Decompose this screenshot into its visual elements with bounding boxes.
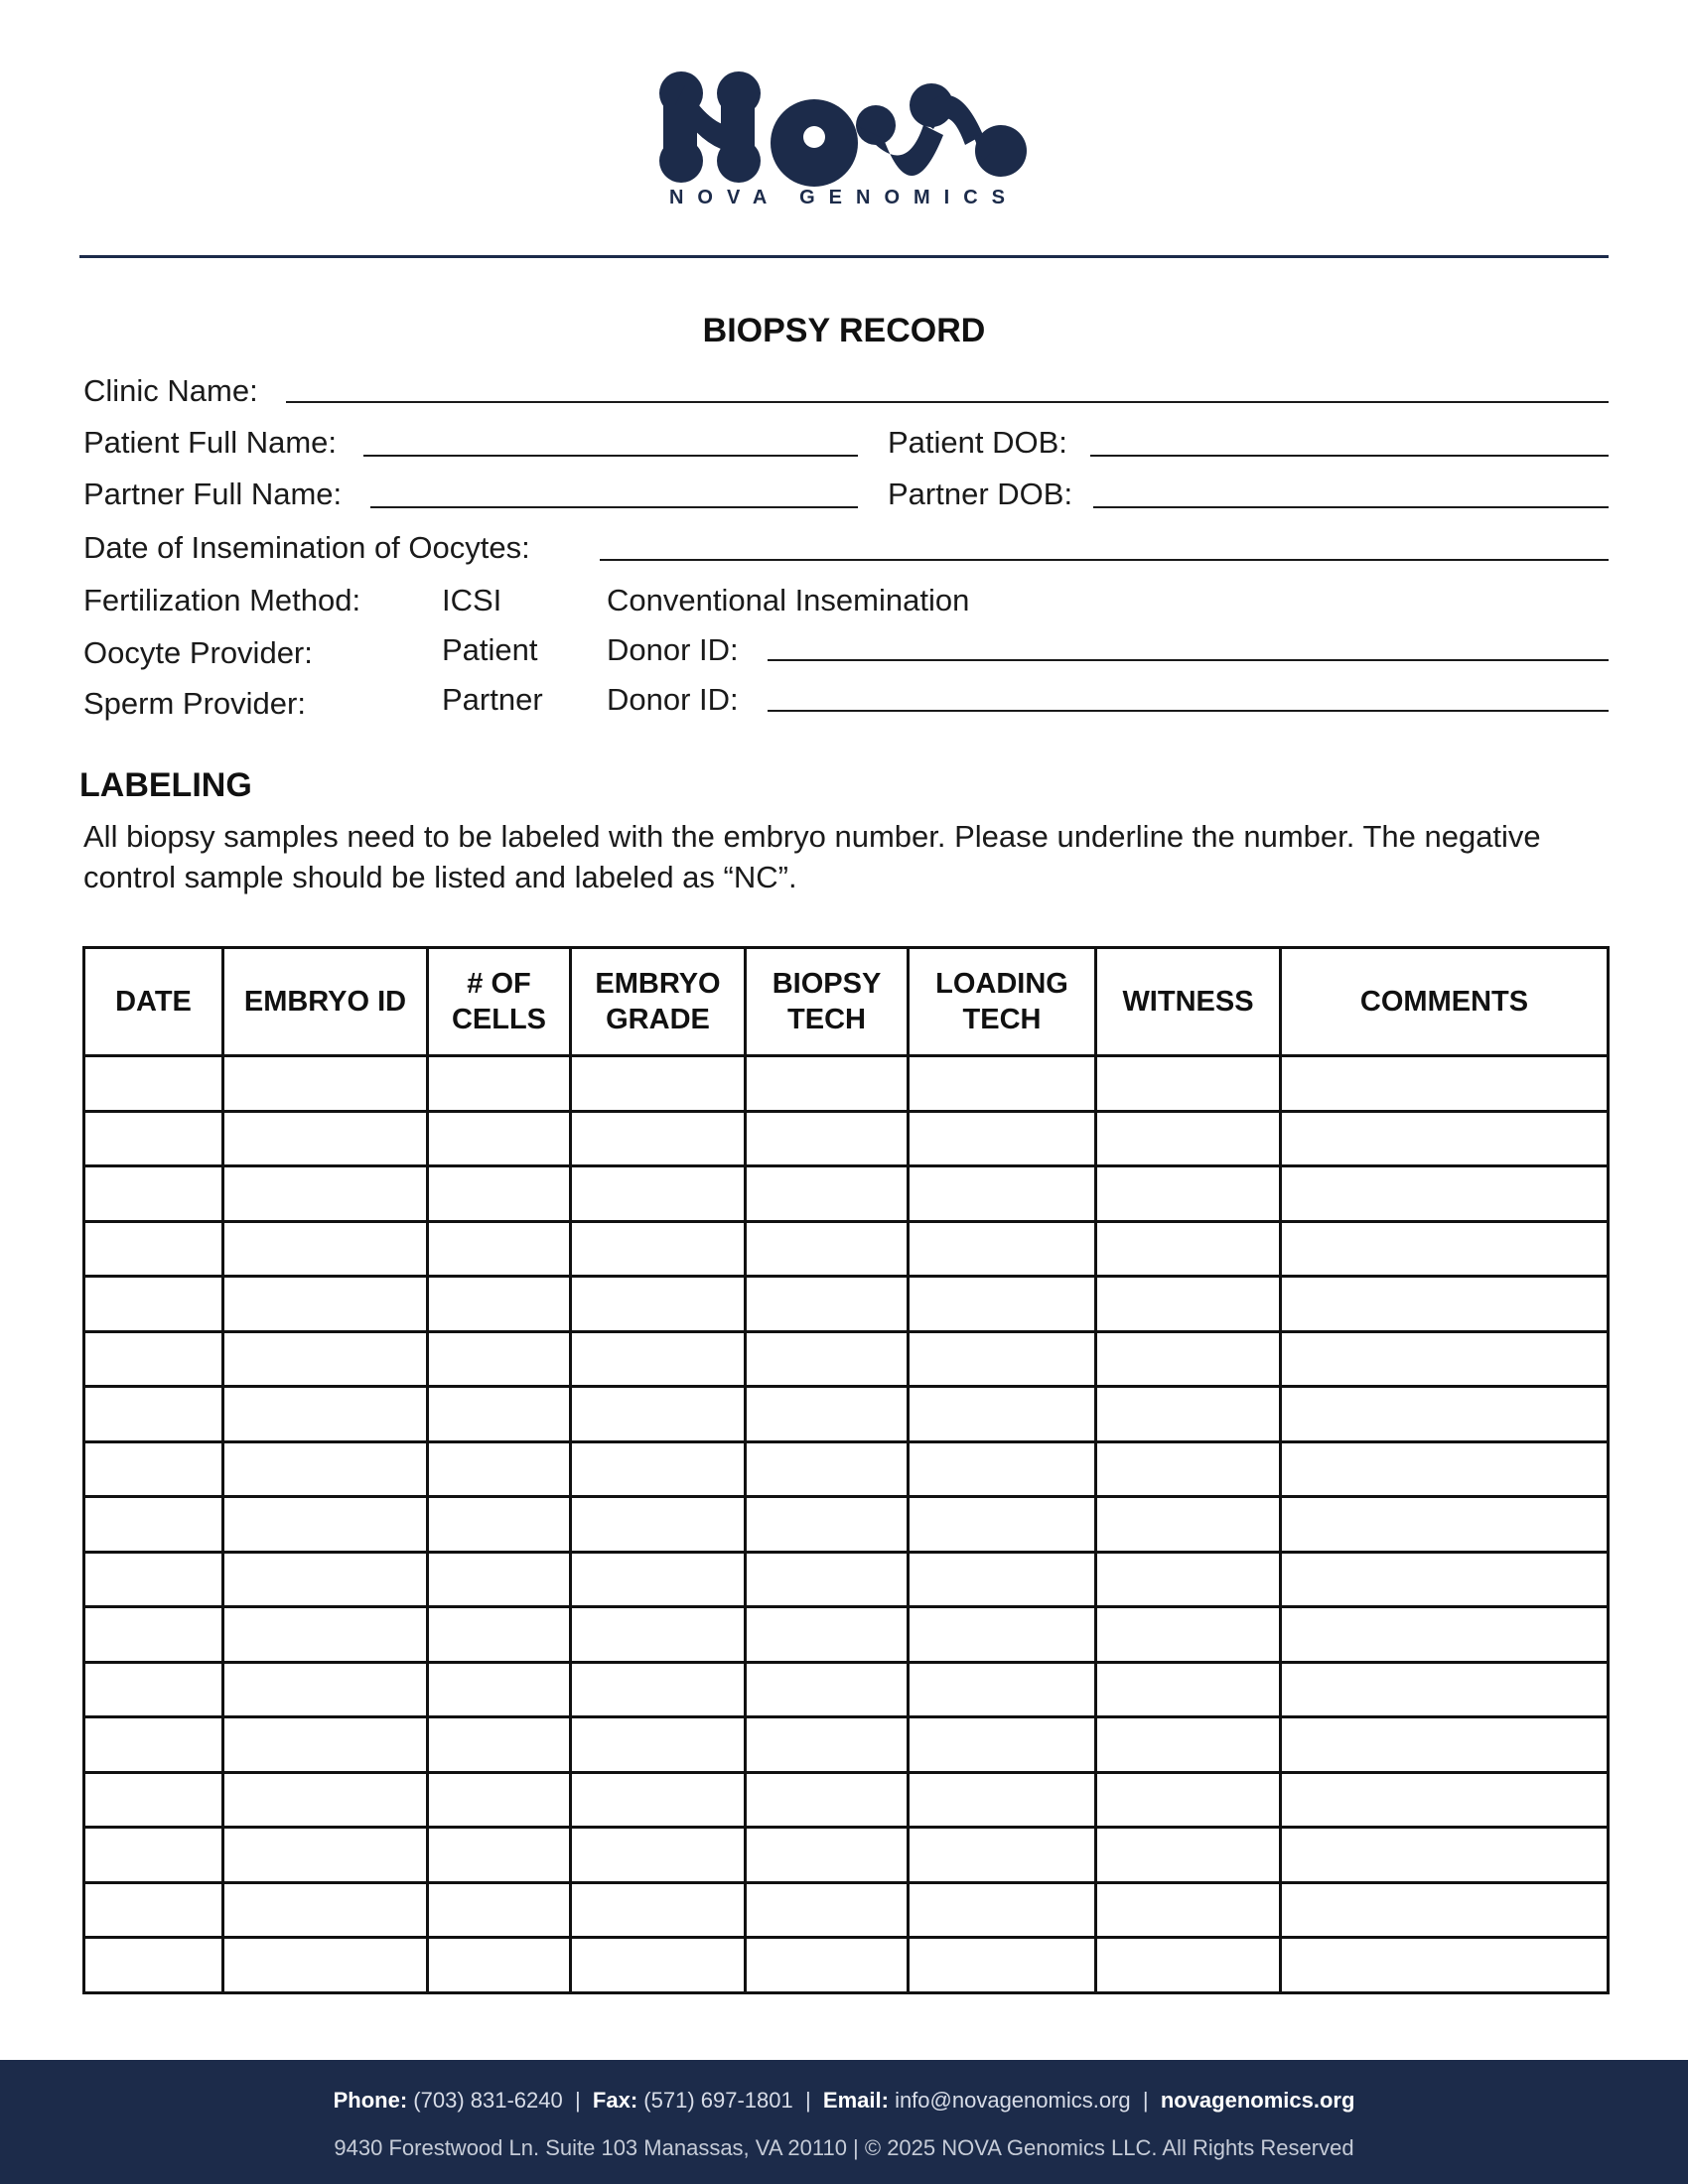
table-cell[interactable] bbox=[428, 1277, 571, 1332]
biopsy-record-table bbox=[82, 946, 1610, 1994]
table-cell[interactable] bbox=[909, 1166, 1096, 1222]
patient-name-field[interactable] bbox=[363, 455, 858, 457]
logo-o-dot bbox=[803, 126, 825, 148]
table-cell[interactable] bbox=[1281, 1331, 1609, 1387]
table-cell[interactable] bbox=[1096, 1441, 1281, 1497]
table-cell[interactable] bbox=[428, 1221, 571, 1277]
table-cell[interactable] bbox=[428, 1552, 571, 1607]
table-body bbox=[84, 1056, 1609, 1993]
table-cell[interactable] bbox=[1281, 1387, 1609, 1442]
table-cell[interactable] bbox=[428, 1717, 571, 1773]
table-cell[interactable] bbox=[1281, 1056, 1609, 1112]
table-cell[interactable] bbox=[571, 1662, 746, 1717]
table-cell[interactable] bbox=[746, 1607, 909, 1663]
footer-email-label: Email: bbox=[822, 2088, 889, 2113]
table-cell[interactable] bbox=[84, 1166, 223, 1222]
partner-name-field[interactable] bbox=[370, 506, 858, 508]
fertilization-option-conventional[interactable]: Conventional Insemination bbox=[607, 583, 970, 617]
table-cell[interactable] bbox=[909, 1387, 1096, 1442]
nova-logo-mark bbox=[655, 66, 1033, 195]
table-cell[interactable] bbox=[223, 1662, 428, 1717]
footer-phone-label: Phone: bbox=[333, 2088, 408, 2113]
partner-dob-label: Partner DOB: bbox=[888, 477, 1073, 511]
footer-email[interactable]: info@novagenomics.org bbox=[895, 2088, 1131, 2113]
table-cell[interactable] bbox=[746, 1552, 909, 1607]
table-cell[interactable] bbox=[909, 1441, 1096, 1497]
table-cell[interactable] bbox=[223, 1331, 428, 1387]
table-cell[interactable] bbox=[428, 1772, 571, 1828]
table-cell[interactable] bbox=[909, 1111, 1096, 1166]
table-cell[interactable] bbox=[428, 1441, 571, 1497]
table-cell[interactable] bbox=[1096, 1828, 1281, 1883]
clinic-name-label: Clinic Name: bbox=[83, 373, 258, 408]
table-cell[interactable] bbox=[1281, 1552, 1609, 1607]
oocyte-provider-label: Oocyte Provider: bbox=[83, 635, 313, 670]
table-row bbox=[84, 1221, 1609, 1277]
table-cell[interactable] bbox=[746, 1938, 909, 1993]
table-cell[interactable] bbox=[1096, 1056, 1281, 1112]
table-cell[interactable] bbox=[571, 1221, 746, 1277]
table-cell[interactable] bbox=[428, 1828, 571, 1883]
table-cell[interactable] bbox=[571, 1938, 746, 1993]
table-cell[interactable] bbox=[571, 1882, 746, 1938]
sperm-provider-option-partner[interactable]: Partner bbox=[442, 682, 543, 717]
table-cell[interactable] bbox=[84, 1111, 223, 1166]
column-header-embryo-grade: EMBRYO GRADE bbox=[571, 948, 746, 1056]
table-cell[interactable] bbox=[746, 1111, 909, 1166]
table-cell[interactable] bbox=[84, 1221, 223, 1277]
table-cell[interactable] bbox=[223, 1166, 428, 1222]
table-cell[interactable] bbox=[1096, 1882, 1281, 1938]
table-cell[interactable] bbox=[223, 1717, 428, 1773]
labeling-heading: LABELING bbox=[79, 766, 252, 804]
insemination-date-field[interactable] bbox=[600, 559, 1609, 561]
table-cell[interactable] bbox=[571, 1772, 746, 1828]
partner-name-label: Partner Full Name: bbox=[83, 477, 343, 511]
column-header-date: DATE bbox=[84, 948, 223, 1056]
oocyte-donor-id-label: Donor ID: bbox=[607, 632, 739, 667]
table-cell[interactable] bbox=[571, 1497, 746, 1553]
table-cell[interactable] bbox=[571, 1552, 746, 1607]
table-cell[interactable] bbox=[223, 1828, 428, 1883]
table-cell[interactable] bbox=[1281, 1662, 1609, 1717]
table-cell[interactable] bbox=[428, 1882, 571, 1938]
table-cell[interactable] bbox=[223, 1607, 428, 1663]
table-cell[interactable] bbox=[84, 1772, 223, 1828]
table-cell[interactable] bbox=[1096, 1111, 1281, 1166]
table-cell[interactable] bbox=[909, 1828, 1096, 1883]
table-cell[interactable] bbox=[571, 1387, 746, 1442]
table-row bbox=[84, 1662, 1609, 1717]
table-cell[interactable] bbox=[1096, 1607, 1281, 1663]
column-header-comments: COMMENTS bbox=[1281, 948, 1609, 1056]
table-cell[interactable] bbox=[746, 1221, 909, 1277]
sperm-donor-id-field[interactable] bbox=[768, 710, 1609, 712]
table-cell[interactable] bbox=[571, 1717, 746, 1773]
table-row bbox=[84, 1772, 1609, 1828]
table-cell[interactable] bbox=[428, 1111, 571, 1166]
table-cell[interactable] bbox=[1096, 1331, 1281, 1387]
column-header-embryo-id: EMBRYO ID bbox=[223, 948, 428, 1056]
table-cell[interactable] bbox=[223, 1772, 428, 1828]
table-cell[interactable] bbox=[909, 1938, 1096, 1993]
table-cell[interactable] bbox=[1096, 1552, 1281, 1607]
footer-address: 9430 Forestwood Ln. Suite 103 Manassas, VA 20110 | © 2025 NOVA Genomics LLC. All Rights Reserved bbox=[334, 2135, 1354, 2160]
table-cell[interactable] bbox=[1281, 1497, 1609, 1553]
table-cell[interactable] bbox=[746, 1828, 909, 1883]
table-cell[interactable] bbox=[909, 1772, 1096, 1828]
clinic-name-field[interactable] bbox=[286, 401, 1609, 403]
table-row bbox=[84, 1717, 1609, 1773]
table-cell[interactable] bbox=[746, 1166, 909, 1222]
fertilization-method-label: Fertilization Method: bbox=[83, 583, 361, 617]
table-cell[interactable] bbox=[909, 1607, 1096, 1663]
table-cell[interactable] bbox=[746, 1882, 909, 1938]
table-row bbox=[84, 1938, 1609, 1993]
table-cell[interactable] bbox=[1281, 1277, 1609, 1332]
table-cell[interactable] bbox=[84, 1552, 223, 1607]
table-cell[interactable] bbox=[84, 1938, 223, 1993]
table-cell[interactable] bbox=[746, 1717, 909, 1773]
table-cell[interactable] bbox=[1096, 1772, 1281, 1828]
table-cell[interactable] bbox=[1281, 1607, 1609, 1663]
sperm-donor-id-label: Donor ID: bbox=[607, 682, 739, 717]
table-cell[interactable] bbox=[428, 1662, 571, 1717]
table-cell[interactable] bbox=[84, 1662, 223, 1717]
table-cell[interactable] bbox=[428, 1497, 571, 1553]
table-cell[interactable] bbox=[909, 1277, 1096, 1332]
table-cell[interactable] bbox=[746, 1331, 909, 1387]
table-cell[interactable] bbox=[1096, 1717, 1281, 1773]
table-cell[interactable] bbox=[1281, 1441, 1609, 1497]
table-cell[interactable] bbox=[84, 1717, 223, 1773]
table-row bbox=[84, 1882, 1609, 1938]
table-row bbox=[84, 1056, 1609, 1112]
table-cell[interactable] bbox=[746, 1497, 909, 1553]
table-cell[interactable] bbox=[223, 1111, 428, 1166]
table-cell[interactable] bbox=[223, 1441, 428, 1497]
table-cell[interactable] bbox=[746, 1662, 909, 1717]
column-header-loading-tech: LOADING TECH bbox=[909, 948, 1096, 1056]
table-row bbox=[84, 1331, 1609, 1387]
patient-name-label: Patient Full Name: bbox=[83, 425, 337, 460]
table-cell[interactable] bbox=[1281, 1938, 1609, 1993]
table-cell[interactable] bbox=[909, 1882, 1096, 1938]
table-cell[interactable] bbox=[1096, 1938, 1281, 1993]
table-cell[interactable] bbox=[1281, 1111, 1609, 1166]
table-cell[interactable] bbox=[1096, 1387, 1281, 1442]
table-cell[interactable] bbox=[1096, 1662, 1281, 1717]
table-cell[interactable] bbox=[223, 1552, 428, 1607]
table-cell[interactable] bbox=[84, 1387, 223, 1442]
table-cell[interactable] bbox=[223, 1221, 428, 1277]
table-row bbox=[84, 1607, 1609, 1663]
partner-dob-field[interactable] bbox=[1093, 506, 1609, 508]
table-cell[interactable] bbox=[1281, 1221, 1609, 1277]
table-row bbox=[84, 1166, 1609, 1222]
footer-phone[interactable]: (703) 831-6240 bbox=[413, 2088, 563, 2113]
form-title: BIOPSY RECORD bbox=[702, 312, 986, 349]
table-cell[interactable] bbox=[1096, 1497, 1281, 1553]
table-cell[interactable] bbox=[428, 1938, 571, 1993]
table-cell[interactable] bbox=[1281, 1828, 1609, 1883]
table-cell[interactable] bbox=[1281, 1772, 1609, 1828]
table-cell[interactable] bbox=[1096, 1277, 1281, 1332]
table-cell[interactable] bbox=[571, 1331, 746, 1387]
table-row bbox=[84, 1277, 1609, 1332]
table-cell[interactable] bbox=[571, 1607, 746, 1663]
brand-name: NOVA GENOMICS bbox=[668, 187, 1019, 208]
table-cell[interactable] bbox=[84, 1277, 223, 1332]
table-cell[interactable] bbox=[746, 1056, 909, 1112]
table-cell[interactable] bbox=[1281, 1882, 1609, 1938]
table-cell[interactable] bbox=[84, 1331, 223, 1387]
table-cell[interactable] bbox=[84, 1497, 223, 1553]
column-header-biopsy-tech: BIOPSY TECH bbox=[746, 948, 909, 1056]
sperm-provider-label: Sperm Provider: bbox=[83, 686, 306, 721]
footer-website[interactable]: novagenomics.org bbox=[1160, 2088, 1355, 2113]
table-row bbox=[84, 1497, 1609, 1553]
table-cell[interactable] bbox=[909, 1331, 1096, 1387]
table-cell[interactable] bbox=[1096, 1221, 1281, 1277]
table-cell[interactable] bbox=[428, 1056, 571, 1112]
table-cell[interactable] bbox=[909, 1221, 1096, 1277]
table-cell[interactable] bbox=[909, 1056, 1096, 1112]
table-cell[interactable] bbox=[909, 1662, 1096, 1717]
table-cell[interactable] bbox=[746, 1387, 909, 1442]
table-cell[interactable] bbox=[1096, 1166, 1281, 1222]
footer-fax-label: Fax: bbox=[592, 2088, 638, 2113]
table-row bbox=[84, 1828, 1609, 1883]
table-cell[interactable] bbox=[428, 1387, 571, 1442]
footer-contact: Phone: (703) 831-6240 | Fax: (571) 697-1801 | Email: info@novagenomics.org | novagenomics.org bbox=[333, 2088, 1355, 2113]
table-row bbox=[84, 1111, 1609, 1166]
table-cell[interactable] bbox=[746, 1772, 909, 1828]
table-cell[interactable] bbox=[909, 1497, 1096, 1553]
table-cell[interactable] bbox=[571, 1166, 746, 1222]
insemination-date-label: Date of Insemination of Oocytes: bbox=[83, 530, 530, 565]
column-header-witness: WITNESS bbox=[1096, 948, 1281, 1056]
table-cell[interactable] bbox=[746, 1441, 909, 1497]
table-cell[interactable] bbox=[571, 1441, 746, 1497]
table-cell[interactable] bbox=[223, 1277, 428, 1332]
table-cell[interactable] bbox=[84, 1828, 223, 1883]
table-cell[interactable] bbox=[909, 1552, 1096, 1607]
table-header-row bbox=[84, 948, 1609, 1056]
table-cell[interactable] bbox=[223, 1938, 428, 1993]
oocyte-provider-option-patient[interactable]: Patient bbox=[442, 632, 538, 667]
table-cell[interactable] bbox=[909, 1717, 1096, 1773]
table-cell[interactable] bbox=[1281, 1166, 1609, 1222]
table-cell[interactable] bbox=[428, 1607, 571, 1663]
oocyte-donor-id-field[interactable] bbox=[768, 659, 1609, 661]
table-cell[interactable] bbox=[84, 1441, 223, 1497]
table-cell[interactable] bbox=[84, 1056, 223, 1112]
patient-dob-label: Patient DOB: bbox=[888, 425, 1067, 460]
header-divider bbox=[79, 255, 1609, 258]
footer bbox=[0, 2060, 1688, 2184]
table-cell[interactable] bbox=[571, 1277, 746, 1332]
table-cell[interactable] bbox=[571, 1056, 746, 1112]
table-cell[interactable] bbox=[223, 1497, 428, 1553]
labeling-instructions: All biopsy samples need to be labeled with the embryo number. Please underline the number. The negative control sample should be listed and labeled as “NC”. bbox=[83, 819, 1541, 894]
table-cell[interactable] bbox=[428, 1166, 571, 1222]
table-cell[interactable] bbox=[223, 1056, 428, 1112]
table-cell[interactable] bbox=[1281, 1717, 1609, 1773]
table-row bbox=[84, 1552, 1609, 1607]
footer-fax: (571) 697-1801 bbox=[643, 2088, 793, 2113]
table-row bbox=[84, 1441, 1609, 1497]
table-row bbox=[84, 1387, 1609, 1442]
table-cell[interactable] bbox=[571, 1111, 746, 1166]
table-cell[interactable] bbox=[571, 1828, 746, 1883]
patient-dob-field[interactable] bbox=[1090, 455, 1609, 457]
fertilization-option-icsi[interactable]: ICSI bbox=[442, 583, 502, 617]
table-cell[interactable] bbox=[428, 1331, 571, 1387]
table-cell[interactable] bbox=[223, 1387, 428, 1442]
column-header-num-cells: # OF CELLS bbox=[428, 948, 571, 1056]
table-cell[interactable] bbox=[84, 1607, 223, 1663]
table-cell[interactable] bbox=[223, 1882, 428, 1938]
table-cell[interactable] bbox=[746, 1277, 909, 1332]
table-cell[interactable] bbox=[84, 1882, 223, 1938]
